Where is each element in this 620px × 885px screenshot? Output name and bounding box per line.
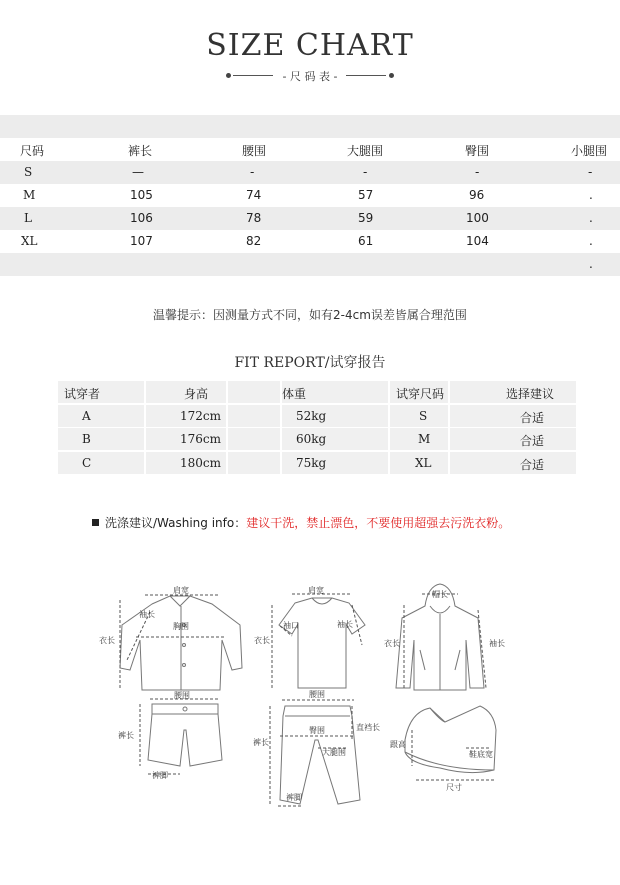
fit-header-advice: 选择建议 (506, 387, 555, 401)
page-title: SIZE CHART (206, 28, 414, 63)
size-cell: 96 (469, 188, 485, 202)
size-header-size: 尺码 (20, 144, 45, 158)
size-cell: - (363, 165, 368, 179)
trousers-label-hip: 臀围 (309, 726, 325, 735)
shorts-label-waist: 腰围 (174, 691, 190, 700)
size-cell: - (250, 165, 255, 179)
fit-cell: B (82, 432, 91, 446)
size-cell: XL (21, 234, 38, 248)
size-header-thigh: 大腿围 (347, 144, 384, 158)
fit-cell: 172cm (180, 408, 222, 423)
size-cell: 61 (358, 234, 374, 248)
fit-cell: 60kg (296, 432, 327, 446)
fit-cell: S (419, 408, 428, 423)
size-cell: . (589, 188, 593, 202)
size-cell: L (24, 211, 32, 225)
size-cell: 105 (130, 188, 153, 202)
tshirt-label-sleeve-opening: 袖口 (283, 621, 299, 630)
size-header-waist: 腰围 (242, 144, 267, 158)
tshirt-label-sleeve: 袖长 (337, 620, 353, 629)
size-cell: . (589, 234, 593, 248)
size-cell: M (23, 188, 36, 202)
size-cell: 106 (130, 211, 153, 225)
hoodie-label-sleeve: 袖长 (489, 639, 505, 648)
trousers-label-thigh: 大腿围 (322, 748, 346, 757)
size-cell: 107 (130, 234, 153, 248)
size-cell: — (132, 165, 144, 179)
size-cell: 82 (246, 234, 262, 248)
hoodie-label-hood: 帽长 (432, 590, 448, 599)
size-cell: 100 (466, 211, 489, 225)
washing-advice: 建议干洗，禁止漂色，不要使用超强去污洗衣粉。 (246, 516, 511, 530)
shirt-label-sleeve: 袖长 (139, 610, 155, 619)
shorts-label-leg-opening: 裤脚 (152, 771, 168, 780)
fit-report-title: FIT REPORT/试穿报告 (234, 355, 386, 371)
size-cell: . (589, 211, 593, 225)
shorts-diagram-icon (148, 704, 222, 766)
size-header-length: 裤长 (128, 144, 153, 158)
fit-cell: 合适 (520, 410, 545, 425)
fit-cell: 合适 (520, 434, 545, 448)
size-cell: 74 (246, 188, 262, 202)
tshirt-label-length: 衣长 (254, 636, 270, 645)
trousers-label-rise: 直裆长 (356, 723, 380, 732)
tshirt-diagram-icon (279, 598, 365, 688)
tshirt-label-shoulder: 肩宽 (308, 586, 324, 595)
size-header-hip: 臀围 (465, 144, 490, 158)
shirt-label-length: 衣长 (99, 636, 115, 645)
hoodie-label-length: 衣长 (384, 639, 400, 648)
size-cell: 57 (358, 188, 374, 202)
shoe-label-heel: 跟高 (390, 740, 406, 749)
page-subtitle: - 尺 码 表 - (282, 70, 338, 83)
fit-cell: A (82, 408, 91, 423)
trousers-label-waist: 腰围 (309, 690, 325, 699)
fit-cell: 52kg (296, 408, 327, 423)
trousers-label-leg-opening: 裤脚 (286, 793, 302, 802)
fit-cell: M (418, 432, 431, 446)
measurement-tip: 温馨提示：因测量方式不同，如有2-4cm误差皆属合理范围 (153, 308, 467, 322)
size-cell: 104 (466, 234, 489, 248)
size-cell: . (589, 257, 593, 271)
shoe-label-size: 尺寸 (446, 783, 462, 792)
size-cell: - (475, 165, 480, 179)
hoodie-diagram-icon (396, 584, 484, 690)
shorts-label-length: 裤长 (118, 731, 134, 740)
shoe-label-width: 鞋底宽 (469, 750, 493, 759)
shoe-diagram-icon (405, 706, 496, 773)
fit-cell: XL (415, 455, 432, 470)
fit-cell: C (82, 455, 92, 470)
size-cell: - (588, 165, 593, 179)
trousers-label-length: 裤长 (253, 738, 269, 747)
washing-label: 洗涤建议/Washing info： (105, 516, 247, 530)
shirt-label-chest: 胸围 (173, 622, 189, 631)
size-cell: 78 (246, 211, 262, 225)
size-header-calf: 小腿围 (571, 144, 608, 158)
trousers-diagram-icon (280, 706, 360, 804)
fit-header-size: 试穿尺码 (396, 387, 445, 401)
fit-cell: 75kg (296, 455, 327, 470)
shirt-label-shoulder: 肩宽 (173, 586, 189, 595)
size-cell: 59 (358, 211, 374, 225)
fit-header-weight: 体重 (282, 387, 307, 401)
fit-cell: 180cm (180, 455, 222, 470)
size-cell: S (24, 165, 33, 179)
fit-header-tester: 试穿者 (64, 387, 101, 401)
fit-cell: 176cm (180, 432, 222, 446)
fit-header-height: 身高 (184, 387, 209, 401)
fit-cell: 合适 (520, 457, 545, 472)
